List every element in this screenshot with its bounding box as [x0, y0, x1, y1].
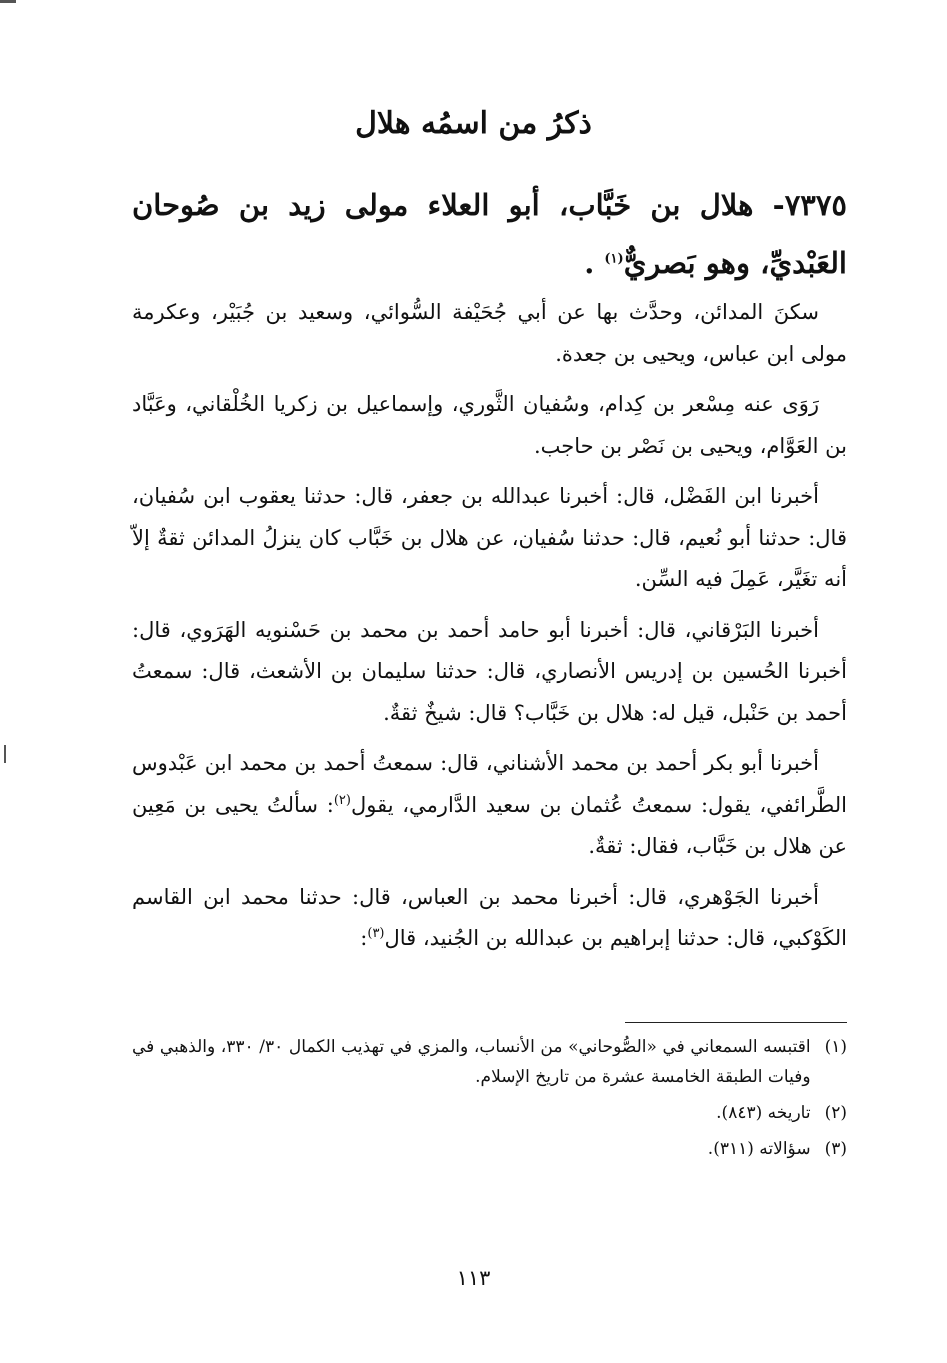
footnotes	[132, 1032, 847, 1170]
footnote-ref-2: (٢)	[333, 792, 351, 808]
entry-title-text: ٧٣٧٥- هلال بن خَبَّاب، أبو العلاء مولى زيد بن صُوحان العَبْديِّ، وهو بَصريٌّ	[132, 188, 847, 280]
paragraph-isnad-4	[132, 877, 847, 960]
section-heading: ذكرُ من اسمُه هلال	[355, 106, 592, 141]
paragraph-residence	[132, 292, 847, 375]
paragraph-text: أخبرنا ابن الفَضْل، قال: أخبرنا عبدالله بن جعفر، قال: حدثنا يعقوب ابن سُفيان، قال: حدثنا أبو نُعيم، قال: حدثنا سُفيان، عن هلال بن خَبَّاب كان ينزلُ المدائن ثقةٌ إلاّ أنه تغَيَّر، عَمِلَ فيه السِّن.	[132, 484, 847, 591]
paragraph-isnad-1	[132, 476, 847, 601]
paragraph-isnad-2	[132, 610, 847, 735]
footnote-text: اقتبسه السمعاني في «الصُّوحاني» من الأنساب، والمزي في تهذيب الكمال ٣٠/ ٣٣٠، والذهبي في وفيات الطبقة الخامسة عشرة من تاريخ الإسلام.	[132, 1037, 811, 1087]
footnote-ref-3: (٣)	[367, 926, 385, 941]
paragraph-tail: : سألتُ يحيى بن مَعِين عن هلال بن خَبَّاب، فقال: ثقةٌ.	[132, 792, 847, 858]
footnote-text: تاريخه (٨٤٣).	[716, 1103, 811, 1123]
footnote-3	[132, 1134, 847, 1164]
footnote-number: (٢)	[824, 1103, 847, 1123]
paragraph-isnad-3	[132, 743, 847, 868]
footnote-ref-1: (١)	[604, 251, 624, 267]
paragraph-text: أخبرنا البَرْقاني، قال: أخبرنا أبو حامد أحمد بن محمد بن حَسْنويه الهَرَوي، قال: أخبرنا الحُسين بن إدريس الأنصاري، قال: حدثنا سليمان بن الأشعث، قال: سمعتُ أحمد بن حَنْبل، قيل له: هلال بن خَبَّاب؟ قال: شيخٌ ثقةٌ.	[132, 617, 847, 725]
footnote-number: (١)	[824, 1037, 847, 1057]
entry-title-tail: .	[584, 246, 605, 280]
body-text	[132, 292, 847, 969]
entry-title	[132, 176, 847, 292]
footnote-1	[132, 1032, 847, 1092]
paragraph-text: أخبرنا الجَوْهري، قال: أخبرنا محمد بن العباس، قال: حدثنا محمد ابن القاسم الكَوْكبي، قال: حدثنا إبراهيم بن عبدالله بن الجُنيد، قال	[132, 884, 847, 950]
paragraph-narrators	[132, 384, 847, 467]
footnote-2	[132, 1098, 847, 1128]
scan-mark-top-left	[0, 0, 16, 3]
paragraph-tail: :	[360, 926, 368, 950]
paragraph-text: أخبرنا أبو بكر أحمد بن محمد الأشناني، قال: سمعتُ أحمد بن محمد ابن عَبْدوس الطَّرائفي، يقول: سمعتُ عُثمان بن سعيد الدَّارمي، يقول	[132, 751, 847, 817]
page-number: ١١٣	[456, 1266, 491, 1290]
scan-mark-left	[4, 745, 6, 763]
paragraph-text: سكنَ المدائن، وحدَّث بها عن أبي جُحَيْفة السُّوائي، وسعيد بن جُبَيْر، وعكرمة مولى ابن عباس، ويحيى بن جعدة.	[132, 300, 847, 366]
paragraph-text: رَوَى عنه مِسْعر بن كِدام، وسُفيان الثَّوري، وإسماعيل بن زكريا الخُلْقاني، وعَبَّاد بن العَوَّام، ويحيى بن نَصْر بن حاجب.	[132, 392, 847, 458]
footnote-number: (٣)	[824, 1139, 847, 1159]
footnote-text: سؤالاته (٣١١).	[707, 1139, 811, 1159]
footnote-divider	[625, 1022, 847, 1023]
